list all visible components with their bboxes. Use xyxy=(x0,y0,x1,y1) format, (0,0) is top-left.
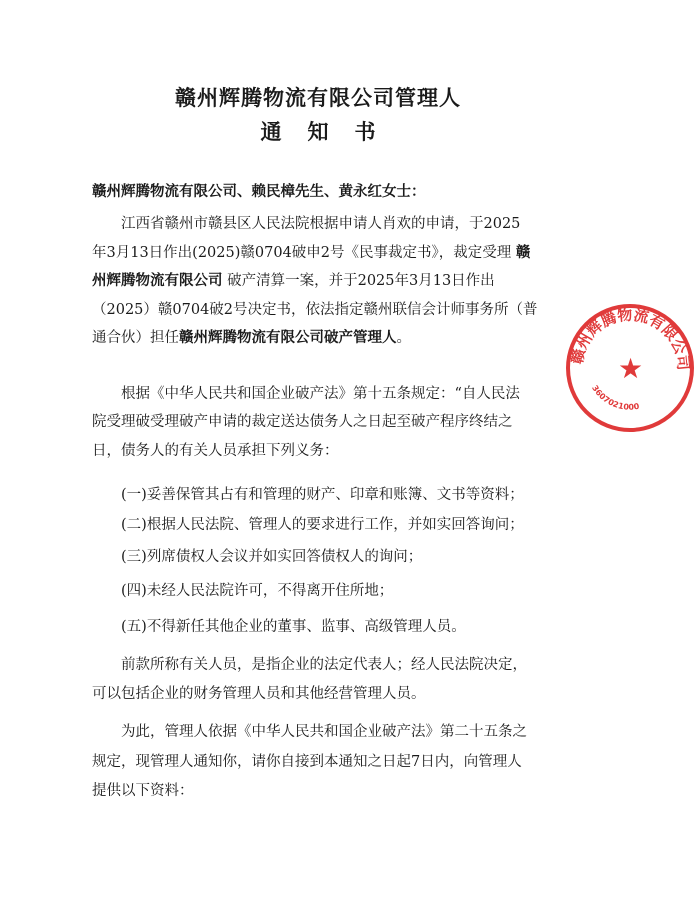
seal-star-icon: ★ xyxy=(618,352,644,385)
paragraph1-line4: （2025）赣0704破2号决定书，依法指定赣州联信会计师事务所（普 xyxy=(92,302,538,318)
paragraph3-line1: 前款所称有关人员，是指企业的法定代表人；经人民法院决定， xyxy=(121,657,527,673)
paragraph4-line2: 规定，现管理人通知你，请你自接到本通知之日起7日内，向管理人 xyxy=(92,754,522,770)
paragraph1-line2 xyxy=(92,243,552,263)
paragraph1-line3 xyxy=(92,271,552,291)
paragraph1-line5-end: 。 xyxy=(396,330,411,346)
duty-item-1: (一)妥善保管其占有和管理的财产、印章和账簿、文书等资料； xyxy=(121,487,524,503)
duty-item-5: (五)不得新任其他企业的董事、监事、高级管理人员。 xyxy=(121,619,466,635)
document-type-title: 通知书 xyxy=(260,119,402,144)
paragraph2-line3: 日，债务人的有关人员承担下列义务： xyxy=(92,443,339,459)
duty-item-2: (二)根据人民法院、管理人的要求进行工作，并如实回答询问； xyxy=(121,517,524,533)
paragraph1-line5-text: 通合伙）担任 xyxy=(92,330,179,346)
paragraph4-line1: 为此，管理人依据《中华人民共和国企业破产法》第二十五条之 xyxy=(121,724,527,740)
paragraph1-line2-text: 年3月13日作出(2025)赣0704破申2号《民事裁定书》，裁定受理 xyxy=(92,245,512,261)
company-name-bold: 州辉腾物流有限公司 xyxy=(92,272,223,289)
duty-item-4: (四)未经人民法院许可，不得离开住所地； xyxy=(121,583,394,599)
company-title: 赣州辉腾物流有限公司管理人 xyxy=(175,85,461,110)
company-name-bold-start: 赣 xyxy=(515,244,531,261)
paragraph1-line3-text: 破产清算一案，并于2025年3月13日作出 xyxy=(227,273,495,289)
company-seal xyxy=(560,298,700,438)
paragraph1-line5 xyxy=(92,328,552,348)
paragraph1-line1: 江西省赣州市赣县区人民法院根据申请人肖欢的申请，于2025 xyxy=(121,216,521,232)
administrator-name-bold: 赣州辉腾物流有限公司破产管理人 xyxy=(179,329,397,346)
seal-number: 3607021000 xyxy=(590,383,640,412)
seal-company-text: 赣州辉腾物流有限公司 xyxy=(567,305,693,372)
paragraph2-line1: 根据《中华人民共和国企业破产法》第十五条规定：“自人民法 xyxy=(121,386,520,402)
paragraph4-line3: 提供以下资料： xyxy=(92,783,194,799)
paragraph3-line2: 可以包括企业的财务管理人员和其他经营管理人员。 xyxy=(92,686,426,702)
paragraph2-line2: 院受理破受理破产申请的裁定送达债务人之日起至破产程序终结之 xyxy=(92,414,513,430)
duty-item-3: (三)列席债权人会议并如实回答债权人的询问； xyxy=(121,549,423,565)
addressee: 赣州辉腾物流有限公司、赖民樟先生、黄永红女士： xyxy=(92,183,426,200)
